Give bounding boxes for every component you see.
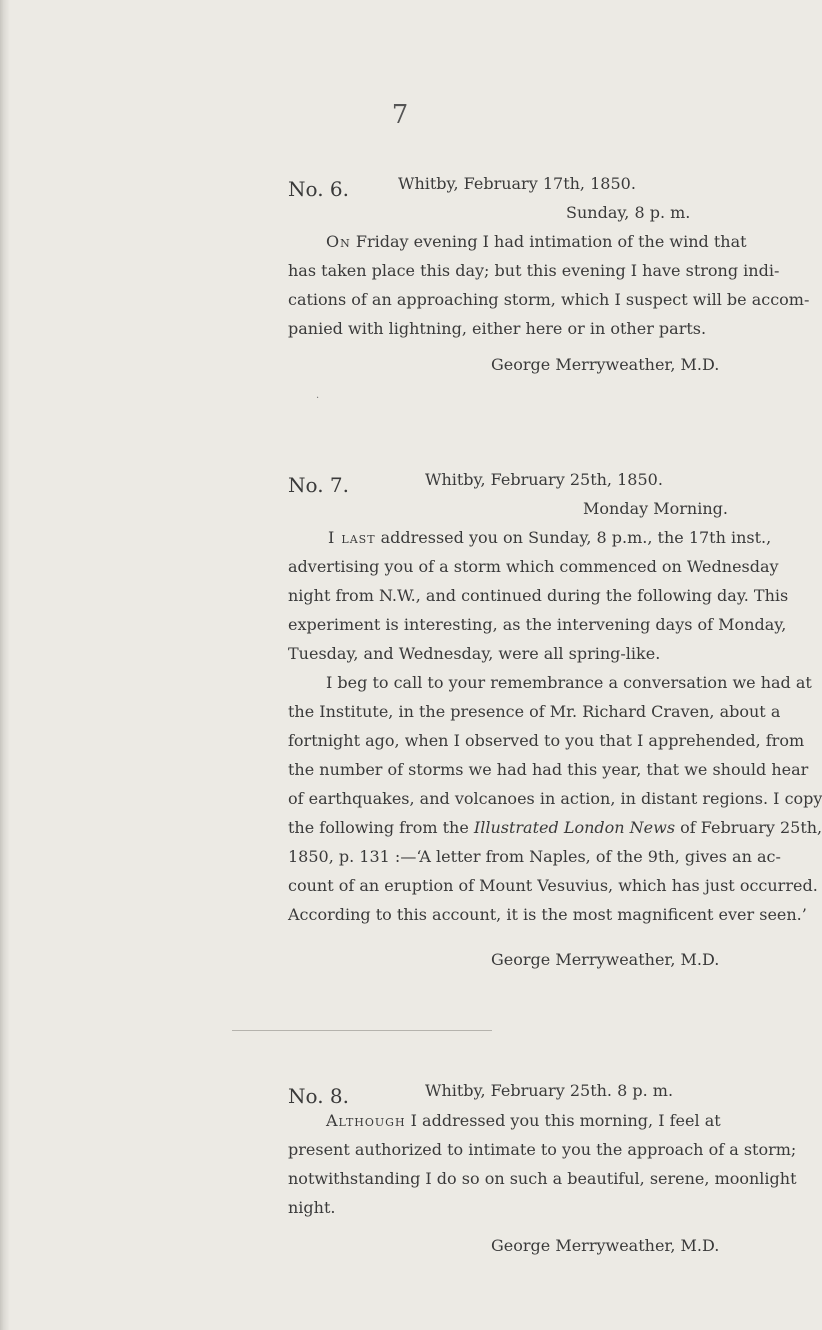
- letter-number: No. 7.: [288, 473, 349, 497]
- body-line: count of an eruption of Mount Vesuvius, which has just occurred.: [288, 876, 818, 895]
- subdate: Sunday, 8 p. m.: [566, 203, 691, 222]
- letter-number: No. 8.: [288, 1084, 349, 1108]
- body-line: night.: [288, 1198, 336, 1217]
- subdate: Monday Morning.: [583, 499, 728, 518]
- body-line: panied with lightning, either here or in other parts.: [288, 319, 707, 338]
- signature: George Merryweather, M.D.: [491, 950, 720, 969]
- body-line: According to this account, it is the most magnificent ever seen.’: [288, 905, 807, 924]
- dateline: Whitby, February 25th, 1850.: [425, 470, 663, 489]
- body-line: of earthquakes, and volcanoes in action, in distant regions. I copy: [288, 789, 822, 808]
- body-line: night from N.W., and continued during the following day. This: [288, 586, 789, 605]
- body-line: On Friday evening I had intimation of the wind that: [326, 232, 747, 251]
- body-line: I beg to call to your remembrance a conversation we had at: [326, 673, 812, 692]
- page-edge-shadow: [0, 0, 10, 1330]
- source-title: Illustrated London News: [473, 818, 676, 837]
- body-line: has taken place this day; but this evening I have strong indi-: [288, 261, 780, 280]
- body-line: fortnight ago, when I observed to you that I apprehended, from: [288, 731, 805, 750]
- section-divider: [232, 1030, 492, 1031]
- body-line: the number of storms we had had this year, that we should hear: [288, 760, 809, 779]
- body-line: Tuesday, and Wednesday, were all spring-like.: [288, 644, 661, 663]
- body-line: I last addressed you on Sunday, 8 p.m., the 17th inst.,: [328, 528, 772, 547]
- page-number: 7: [391, 100, 409, 130]
- body-line: advertising you of a storm which commenced on Wednesday: [288, 557, 779, 576]
- dateline: Whitby, February 25th. 8 p. m.: [425, 1081, 674, 1100]
- letter-number: No. 6.: [288, 177, 349, 201]
- body-line: experiment is interesting, as the intervening days of Monday,: [288, 615, 787, 634]
- body-line: present authorized to intimate to you the approach of a storm;: [288, 1140, 797, 1159]
- dateline: Whitby, February 17th, 1850.: [398, 174, 636, 193]
- body-line: notwithstanding I do so on such a beautiful, serene, moonlight: [288, 1169, 797, 1188]
- body-line: Although I addressed you this morning, I feel at: [326, 1111, 721, 1130]
- body-line: 1850, p. 131 :—‘A letter from Naples, of the 9th, gives an ac-: [288, 847, 781, 866]
- signature: George Merryweather, M.D.: [491, 355, 720, 374]
- signature: George Merryweather, M.D.: [491, 1236, 720, 1255]
- body-line: cations of an approaching storm, which I suspect will be accom-: [288, 290, 810, 309]
- body-line: the following from the Illustrated London News of February 25th,: [288, 818, 822, 837]
- body-line: the Institute, in the presence of Mr. Richard Craven, about a: [288, 702, 781, 721]
- stray-mark: ·: [316, 393, 320, 404]
